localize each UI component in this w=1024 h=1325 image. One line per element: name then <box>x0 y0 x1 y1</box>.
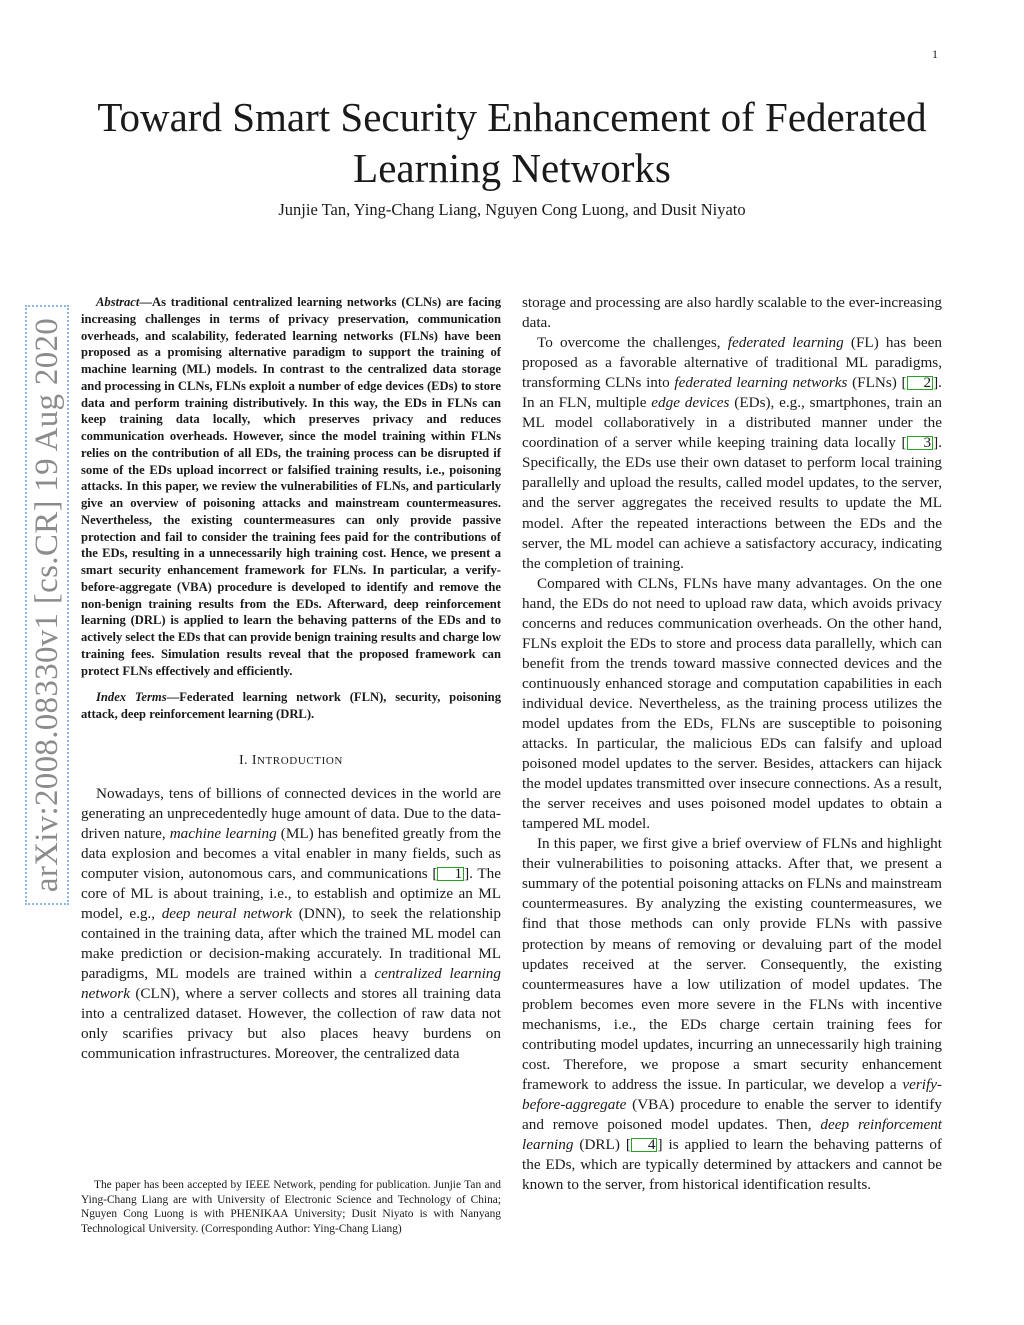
section-title-rest: NTRODUCTION <box>256 754 343 767</box>
intro-paragraph-1: Nowadays, tens of billions of connected devices in the world are generating an unprecedentedly huge amount of data. Due to the data-driven nature, machine learning (ML) has benefited greatly from the data explosion and becomes a vital enabler in many fields, such as computer vision, autonomous cars, and communications [ 1 ]. The core of ML is about training, i.e., to establish and optimize an ML model, e.g., deep neural network (DNN), to seek the relationship contained in the training data, after which the trained ML model can make prediction or decision-making accurately. In traditional ML paradigms, ML models are trained within a centralized learning network (CLN), where a server collects and stores all training data into a centralized dataset. However, the collection of raw data not only scarifies privacy but also places heavy burdens on communication infrastructures. Moreover, the centralized data <box>81 784 501 1063</box>
abstract-label: Abstract <box>96 295 140 309</box>
section-heading-introduction <box>81 751 501 771</box>
footnote: The paper has been accepted by IEEE Network, pending for publication. Junjie Tan and Ying-Chang Liang are with University of Electronic Science and Technology of China; Nguyen Cong Luong is with PHENIKAA University; Dusit Niyato is with Nanyang Technological University. (Corresponding Author: Ying-Chang Liang) <box>81 1179 501 1235</box>
right-column <box>522 293 942 1195</box>
paper-title: Toward Smart Security Enhancement of Federated Learning Networks <box>97 94 927 191</box>
citation-link[interactable]: 4 <box>631 1138 658 1152</box>
author-list: Junjie Tan, Ying-Chang Liang, Nguyen Cong Luong, and Dusit Niyato <box>278 200 746 219</box>
page-number: 1 <box>932 47 938 61</box>
section-title-initial: I <box>251 752 257 768</box>
left-column <box>81 294 501 1064</box>
citation-link[interactable]: 3 <box>907 436 934 450</box>
index-terms-label: Index Terms <box>96 690 167 705</box>
intro-paragraph-2: To overcome the challenges, federated learning (FL) has been proposed as a favorable alternative of traditional ML paradigms, transforming CLNs into federated learning networks (FLNs) [ 2 ]. In an FLN, multiple edge devices (EDs), e.g., smartphones, train an ML model collaboratively in a distributed manner under the coordination of a server while keeping training data locally [ 3 ]. Specifically, the EDs use their own dataset to perform local training parallelly and upload the results, called model updates, to the server, and the server aggregates the received results to update the ML model. After the repeated interactions between the EDs and the server, the ML model can achieve a satisfactory accuracy, indicating the completion of training. <box>522 334 942 572</box>
abstract-text: As traditional centralized learning networks (CLNs) are facing increasing challenges in terms of privacy preservation, communication overheads, and scalability, federated learning networks (FLNs) have been proposed as a promising alternative paradigm to support the training of machine learning (ML) models. In contrast to the centralized data storage and processing in CLNs, FLNs exploit a number of edge devices (EDs) to store data and perform training distributively. In this way, the EDs in FLNs can keep training data locally, which preserves privacy and reduces communication overheads. However, since the model training within FLNs relies on the contribution of all EDs, the training process can be disrupted if some of the EDs upload incorrect or falsified training results, i.e., poisoning attacks. In this paper, we review the vulnerabilities of FLNs, and particularly give an overview of poisoning attacks and mainstream countermeasures. Nevertheless, the existing countermeasures can only provide passive protection and fail to consider the training fees paid for the contributions of the EDs, resulting in a unnecessarily high training cost. Hence, we present a smart security enhancement framework for FLNs. In particular, a verify-before-aggregate (VBA) procedure is developed to identify and remove the non-benign training results from the EDs. Afterward, deep reinforcement learning (DRL) is applied to learn the behaving patterns of the EDs and to actively select the EDs that can provide benign training results and charge low training fees. Simulation results reveal that the proposed framework can protect FLNs effectively and efficiently. <box>81 295 502 678</box>
intro-paragraph-1-continued: storage and processing are also hardly scalable to the ever-increasing data. <box>522 294 942 332</box>
citation-link[interactable]: 2 <box>907 376 934 390</box>
citation-link[interactable]: 1 <box>437 867 464 881</box>
index-terms-text: Federated learning network (FLN), security, poisoning attack, deep reinforcement learning (DRL). <box>81 690 501 721</box>
intro-paragraph-4: In this paper, we first give a brief overview of FLNs and highlight their vulnerabilities to poisoning attacks. After that, we present a summary of the potential poisoning attacks on FLNs and mainstream countermeasures. By analyzing the existing countermeasures, we find that those methods can only provide FLNs with passive protection by means of removing or devaluing part of the model updates received at the server. Consequently, the existing countermeasures have a low utilization of model updates. The problem becomes even more severe in the FLNs with incentive mechanisms, i.e., the EDs charge certain training fees for contributing model updates, incurring an unnecessarily high training cost. Therefore, we propose a smart security enhancement framework to address the issue. In particular, we develop a verify-before-aggregate (VBA) procedure to enable the server to identify and remove poisoned model updates. Then, deep reinforcement learning (DRL) [ 4 ] is applied to learn the behaving patterns of the EDs, which are typically determined by attackers and cannot be known to the server, from historical identification results. <box>522 835 943 1194</box>
index-terms: Index Terms—Federated learning network (FLN), security, poisoning attack, deep reinforcement learning (DRL). <box>81 690 501 721</box>
section-number: I. <box>239 752 248 768</box>
abstract: Abstract—As traditional centralized learning networks (CLNs) are facing increasing challenges in terms of privacy preservation, communication overheads, and scalability, federated learning networks (FLNs) have been proposed as a promising alternative paradigm to support the training of machine learning (ML) models. In contrast to the centralized data storage and processing in CLNs, FLNs exploit a number of edge devices (EDs) to store data and perform training distributively. In this way, the EDs in FLNs can keep training data locally, which preserves privacy and reduces communication overheads. However, since the model training within FLNs relies on the contribution of all EDs, the training process can be disrupted if some of the EDs upload incorrect or falsified training results, i.e., poisoning attacks. In this paper, we review the vulnerabilities of FLNs, and particularly give an overview of poisoning attacks and mainstream countermeasures. Nevertheless, the existing countermeasures can only provide passive protection and fail to consider the training fees paid for the contributions of the EDs, resulting in a unnecessarily high training cost. Hence, we present a smart security enhancement framework for FLNs. In particular, a verify-before-aggregate (VBA) procedure is developed to identify and remove the non-benign training results from the EDs. Afterward, deep reinforcement learning (DRL) is applied to learn the behaving patterns of the EDs and to actively select the EDs that can provide benign training results and charge low training fees. Simulation results reveal that the proposed framework can protect FLNs effectively and efficiently. <box>81 295 502 678</box>
intro-paragraph-3: Compared with CLNs, FLNs have many advantages. On the one hand, the EDs do not need to upload raw data, which avoids privacy concerns and reduces communication overheads. On the other hand, FLNs exploit the EDs to store and process data parallelly, which can benefit from the trends toward massive connected devices and the continuously enhanced storage and computation capabilities in each individual device. Nevertheless, as the training process utilizes the model updates from the EDs, FLNs are susceptible to poisoning attacks. In particular, the malicious EDs can falsify and upload poisoned model updates to the server. Besides, attackers can hijack the model updates transmitted over insecure connections. As a result, the server receives and uses poisoned model updates to obtain a tampered ML model. <box>522 574 942 833</box>
arxiv-identifier: arXiv:2008.08330v1 [cs.CR] 19 Aug 2020 <box>25 305 69 905</box>
